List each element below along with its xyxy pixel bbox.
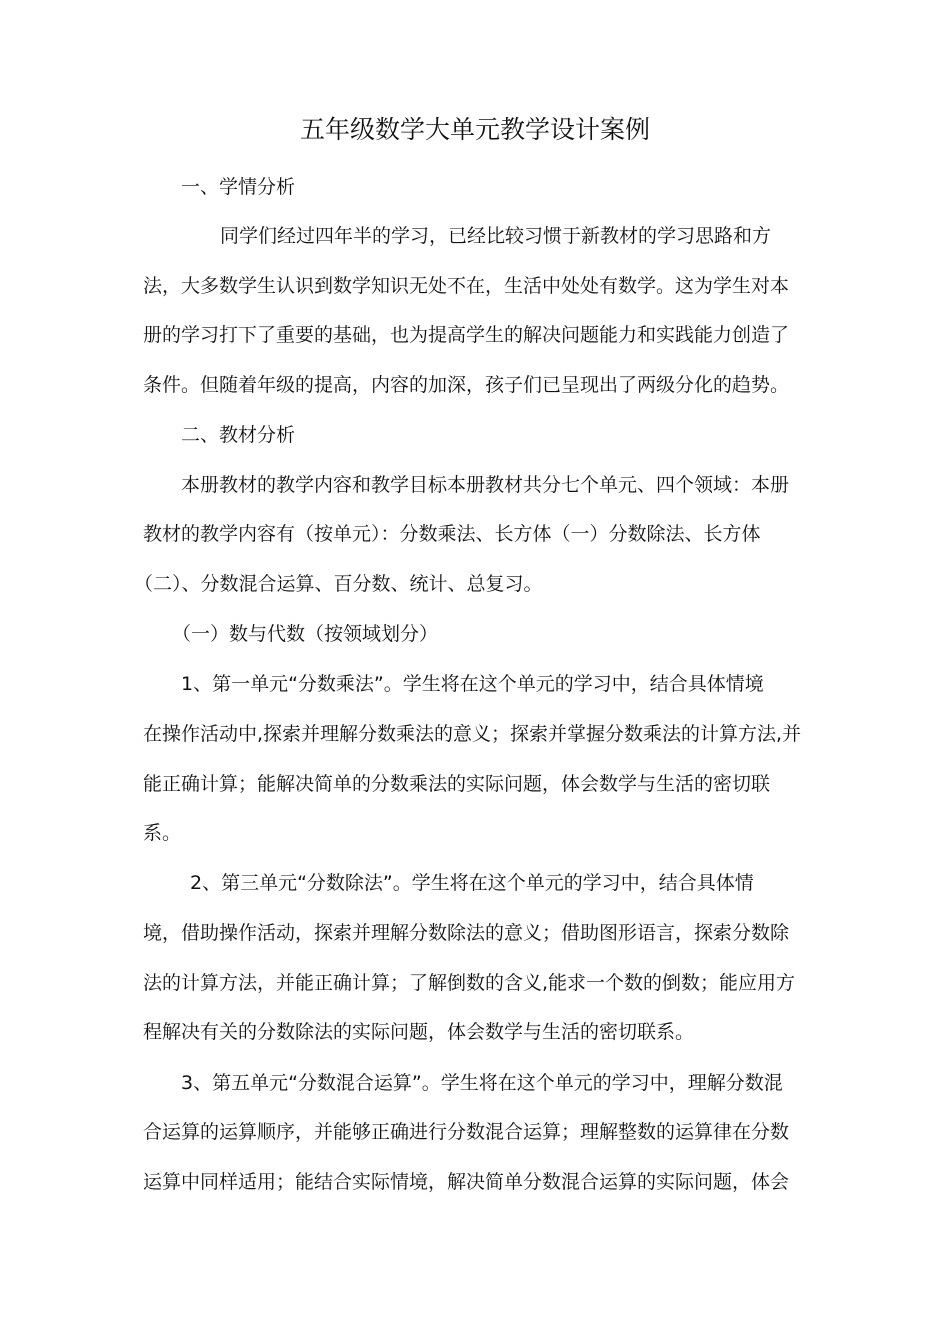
paragraph-line: 教材的教学内容有（按单元）：分数乘法、长方体（一）分数除法、长方体	[143, 523, 761, 545]
paragraph-line: 2、第三单元“分数除法”。学生将在这个单元的学习中，结合具体情	[190, 872, 754, 894]
paragraph-line: 法，大多数学生认识到数学知识无处不在，生活中处处有数学。这为学生对本	[143, 275, 790, 297]
paragraph-line: 运算中同样适用；能结合实际情境，解决简单分数混合运算的实际问题，体会	[143, 1171, 790, 1193]
paragraph-line: 1、第一单元“分数乘法”。学生将在这个单元的学习中，结合具体情境	[181, 673, 764, 695]
paragraph-line: 同学们经过四年半的学习，已经比较习惯于新教材的学习思路和方	[220, 225, 772, 247]
paragraph-line: 在操作活动中,探索并理解分数乘法的意义；探索并掌握分数乘法的计算方法,并	[143, 723, 802, 745]
paragraph-line: （二）、分数混合运算、百分数、统计、总复习。	[134, 573, 543, 595]
paragraph-line: 系。	[143, 822, 182, 844]
paragraph-line: 册的学习打下了重要的基础，也为提高学生的解决问题能力和实践能力创造了	[143, 324, 790, 346]
paragraph-line: 能正确计算；能解决简单的分数乘法的实际问题，体会数学与生活的密切联	[143, 773, 771, 795]
paragraph-line: 合运算的运算顺序，并能够正确进行分数混合运算；理解整数的运算律在分数	[143, 1121, 790, 1143]
paragraph-line: 境，借助操作活动，探索并理解分数除法的意义；借助图形语言，探索分数除	[143, 922, 790, 944]
section-heading-learning-analysis: 一、学情分析	[181, 176, 296, 198]
paragraph-line: 法的计算方法，并能正确计算；了解倒数的含义,能求一个数的倒数；能应用方	[143, 972, 796, 994]
paragraph-line: 3、第五单元“分数混合运算”。学生将在这个单元的学习中，理解分数混	[181, 1072, 783, 1094]
paragraph-line: 本册教材的教学内容和教学目标本册教材共分七个单元、四个领域：本册	[181, 474, 790, 496]
subsection-heading-number-algebra: （一）数与代数（按领域划分）	[172, 623, 439, 645]
document-title: 五年级数学大单元教学设计案例	[299, 115, 650, 144]
paragraph-line: 条件。但随着年级的提高，内容的加深，孩子们已呈现出了两级分化的趋势。	[143, 374, 790, 396]
section-heading-textbook-analysis: 二、教材分析	[181, 424, 296, 446]
paragraph-line: 程解决有关的分数除法的实际问题，体会数学与生活的密切联系。	[143, 1021, 695, 1043]
